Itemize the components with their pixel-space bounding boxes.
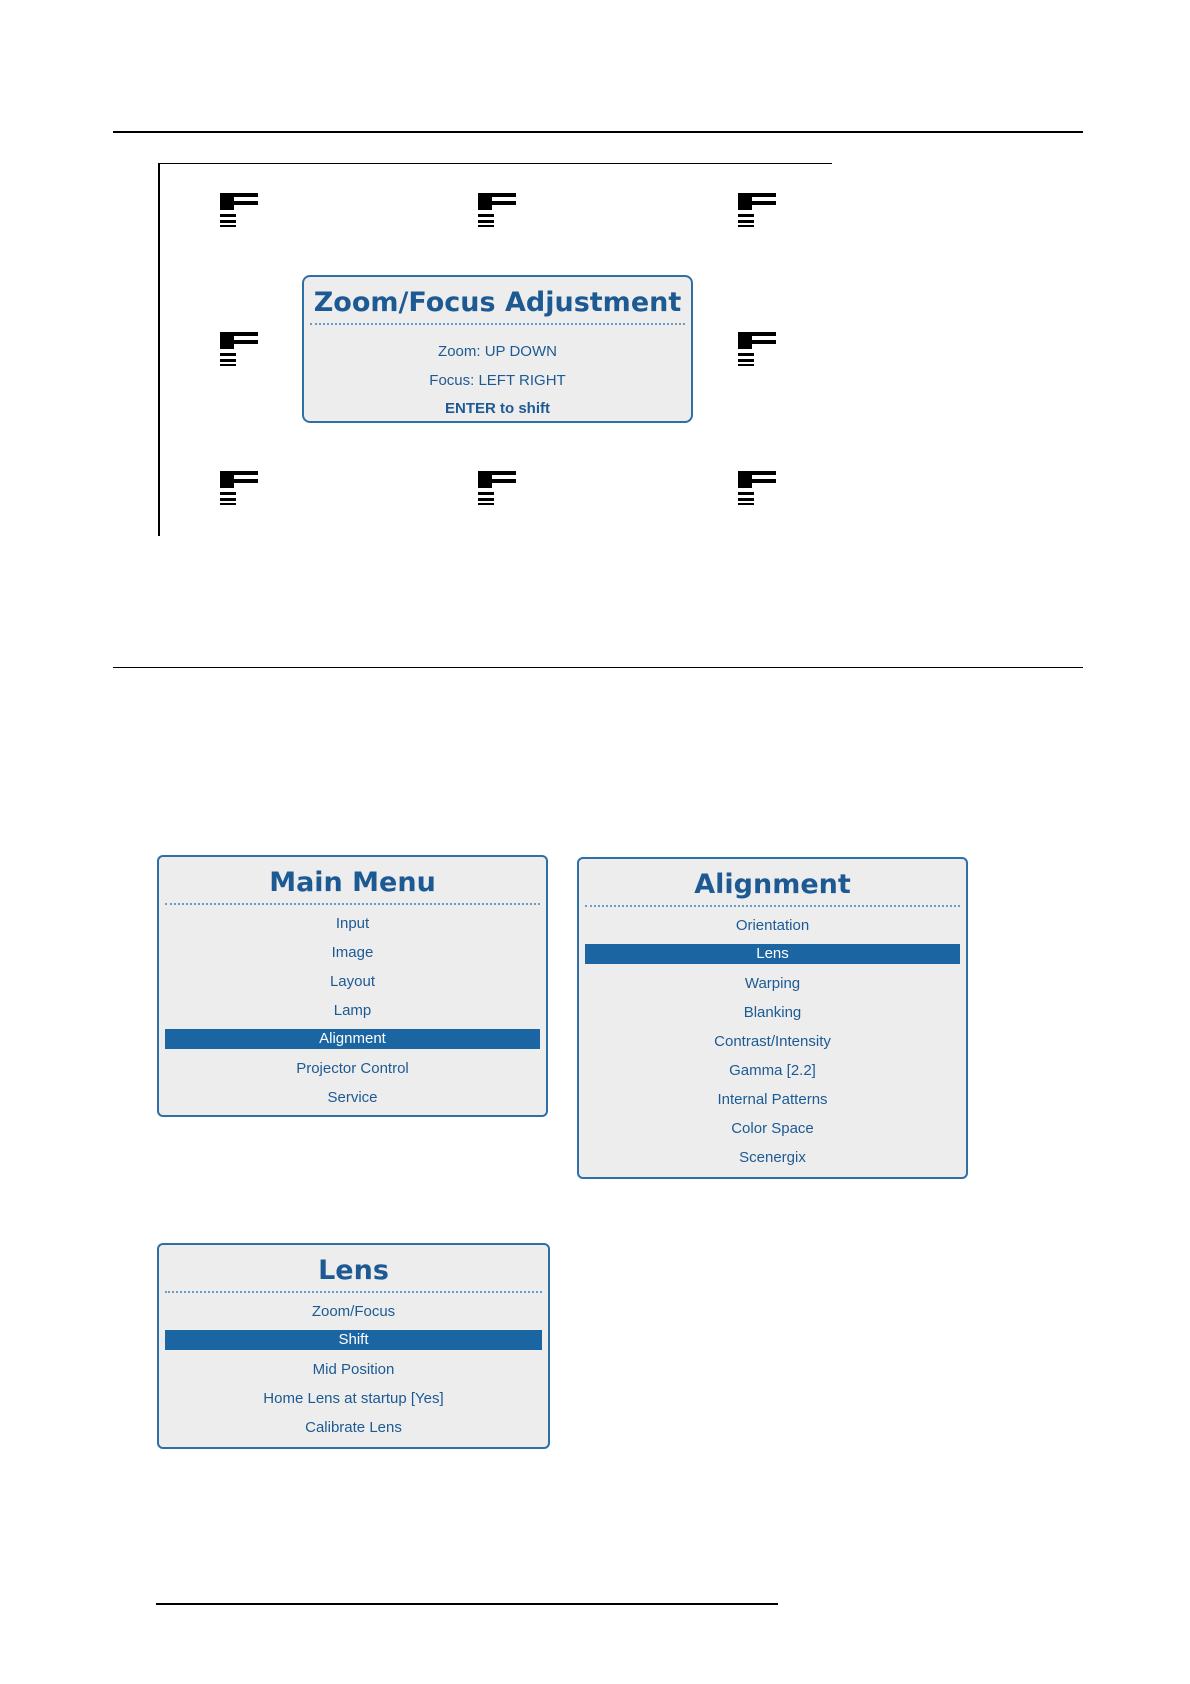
menu-item-color-space[interactable]: Color Space [731, 1120, 814, 1137]
osd-title: Zoom/Focus Adjustment [310, 277, 685, 325]
menu-item-gamma[interactable]: Gamma [2.2] [729, 1062, 816, 1079]
menu-item-blanking[interactable]: Blanking [743, 1004, 802, 1021]
zoom-focus-osd-dialog [302, 275, 693, 423]
lens-menu-list [159, 1293, 548, 1442]
menu-item-contrast-intensity[interactable]: Contrast/Intensity [714, 1033, 831, 1050]
lens-menu-panel [157, 1243, 550, 1449]
footer-rule [156, 1603, 778, 1605]
main-menu-list [159, 905, 546, 1112]
top-rule [113, 131, 1083, 133]
section-rule [113, 667, 1083, 668]
focus-pattern-icon [738, 471, 776, 505]
menu-item-layout[interactable]: Layout [329, 973, 376, 990]
menu-item-home-lens-at-startup[interactable]: Home Lens at startup [Yes] [263, 1390, 444, 1407]
menu-item-alignment[interactable]: Alignment [165, 1029, 540, 1049]
menu-item-orientation[interactable]: Orientation [735, 917, 810, 934]
alignment-menu-list [579, 907, 966, 1172]
lens-menu-title: Lens [165, 1245, 542, 1293]
focus-pattern-icon [220, 471, 258, 505]
focus-pattern-icon [220, 193, 258, 227]
menu-item-internal-patterns[interactable]: Internal Patterns [717, 1091, 828, 1108]
osd-focus-hint: Focus: LEFT RIGHT [429, 372, 566, 389]
osd-enter-hint: ENTER to shift [445, 400, 550, 417]
focus-pattern-icon [738, 193, 776, 227]
menu-item-projector-control[interactable]: Projector Control [296, 1060, 409, 1077]
menu-item-lens[interactable]: Lens [585, 944, 960, 964]
osd-zoom-hint: Zoom: UP DOWN [438, 343, 557, 360]
menu-item-zoom-focus[interactable]: Zoom/Focus [311, 1303, 396, 1320]
focus-pattern-icon [478, 471, 516, 505]
menu-item-shift[interactable]: Shift [165, 1330, 542, 1350]
menu-item-scenergix[interactable]: Scenergix [739, 1149, 806, 1166]
focus-pattern-icon [478, 193, 516, 227]
menu-item-image[interactable]: Image [331, 944, 374, 961]
alignment-menu-panel [577, 857, 968, 1179]
focus-pattern-icon [220, 332, 258, 366]
main-menu-panel [157, 855, 548, 1117]
alignment-menu-title: Alignment [585, 859, 960, 907]
menu-item-mid-position[interactable]: Mid Position [312, 1361, 395, 1378]
focus-pattern-icon [738, 332, 776, 366]
main-menu-title: Main Menu [165, 857, 540, 905]
menu-item-lamp[interactable]: Lamp [333, 1002, 372, 1019]
menu-item-service[interactable]: Service [327, 1089, 378, 1106]
menu-item-calibrate-lens[interactable]: Calibrate Lens [305, 1419, 402, 1436]
menu-item-warping[interactable]: Warping [744, 975, 801, 992]
menu-item-input[interactable]: Input [335, 915, 370, 932]
focus-pattern-screen [158, 163, 832, 536]
